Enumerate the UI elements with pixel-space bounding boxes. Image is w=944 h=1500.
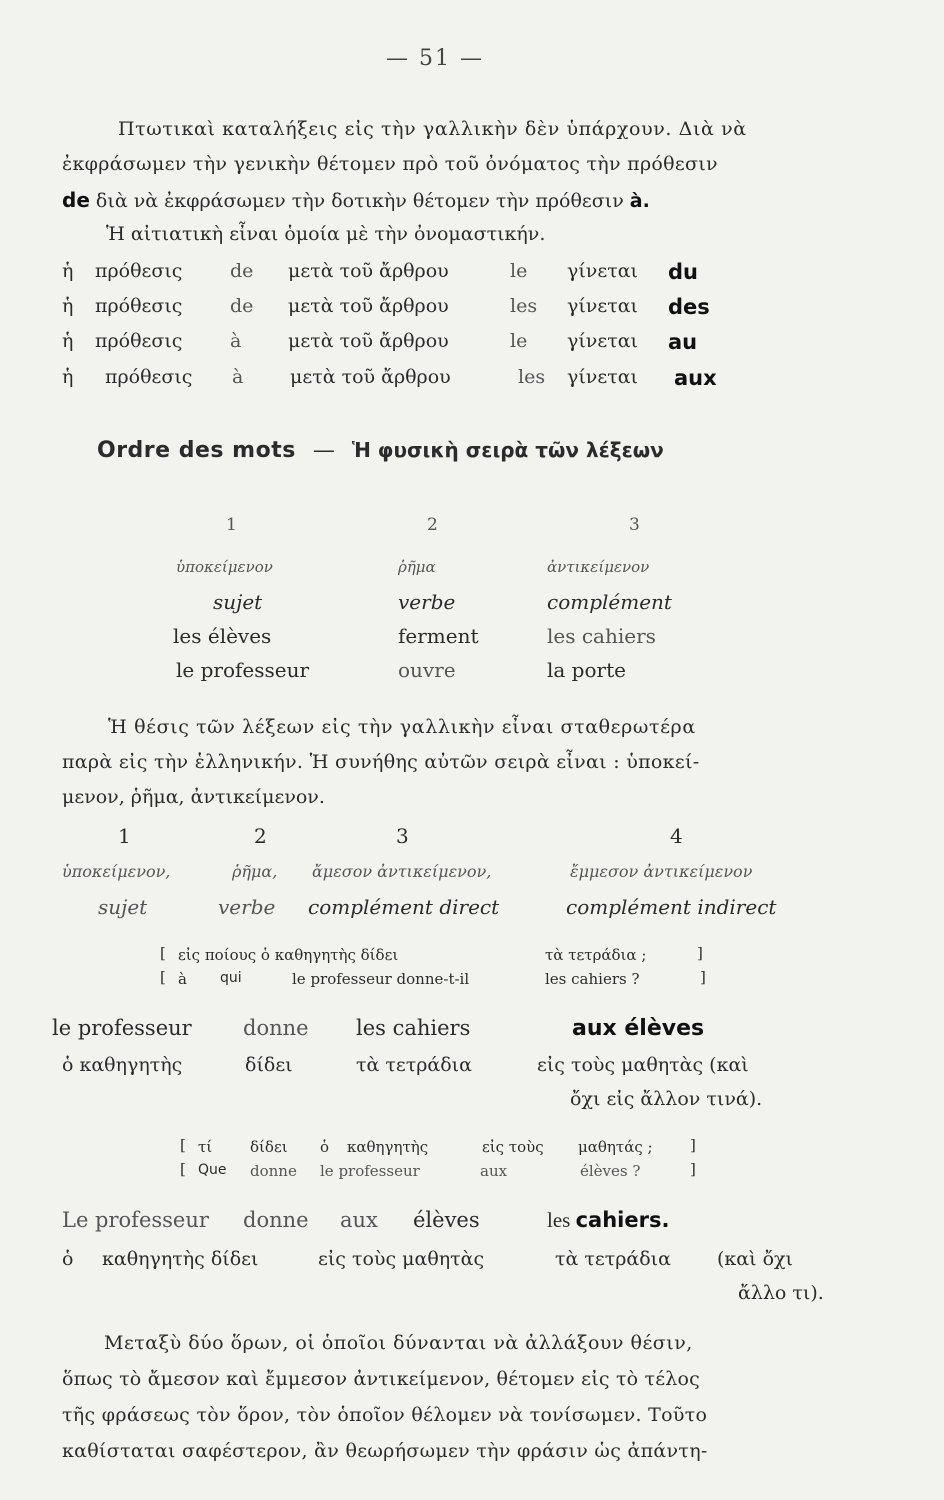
question-greek: τὰ τετράδια ; (545, 946, 647, 964)
column-french-label: verbe (218, 895, 276, 919)
column-greek-label: ῥῆμα (398, 558, 436, 576)
example-french: le professeur (52, 1016, 192, 1040)
column-greek-label: ῥῆμα, (232, 862, 278, 881)
column-number: 4 (670, 824, 683, 848)
question-greek: τί (198, 1138, 213, 1156)
intro-line-4: Ἡ αἰτιατικὴ εἶναι ὁμοία μὲ τὴν ὀνομαστικήν. (106, 223, 546, 245)
example-french: aux (340, 1208, 378, 1232)
example-french: donne (243, 1208, 309, 1232)
example-greek: εἰς τοὺς μαθητὰς (318, 1248, 485, 1270)
example-cell: ouvre (398, 658, 456, 682)
section-heading (97, 438, 664, 463)
contraction-article: ἡ (62, 330, 74, 352)
contraction-becomes: γίνεται (567, 330, 638, 352)
contraction-with: μετὰ τοῦ ἄρθρου (288, 330, 449, 352)
heading-dash: — (312, 438, 335, 463)
question-greek: δίδει (250, 1138, 288, 1156)
column-french-label: sujet (213, 590, 263, 614)
example-french: Le professeur (62, 1208, 209, 1232)
contraction-becomes: γίνεται (567, 260, 638, 282)
contraction-article: ἡ (62, 260, 74, 282)
column-french-label: verbe (398, 590, 456, 614)
intro-line-3 (62, 188, 650, 212)
question-greek: εἰς τοὺς (482, 1138, 544, 1156)
column-greek-label: ἄμεσον ἀντικείμενον, (312, 862, 492, 881)
example-greek: ὁ (62, 1248, 74, 1270)
para3-line-4: καθίσταται σαφέστερον, ἂν θεωρήσωμεν τὴν φράσιν ὡς ἀπάντη- (62, 1440, 708, 1462)
contraction-word: πρόθεσις (95, 295, 183, 317)
example-greek-cont: ἄλλο τι). (738, 1282, 824, 1304)
example-french: les (547, 1208, 576, 1232)
question-french: Que (198, 1162, 227, 1178)
example-greek: εἰς τοὺς μαθητὰς (καὶ (537, 1054, 749, 1076)
column-number: 1 (118, 824, 131, 848)
question-french: le professeur (320, 1162, 420, 1180)
question-french: aux (480, 1162, 508, 1180)
column-number: 3 (396, 824, 409, 848)
column-french-label: complément direct (308, 895, 500, 919)
example-cell: le professeur (176, 658, 310, 682)
column-greek-label: ἔμμεσον ἀντικείμενον (570, 862, 753, 881)
example-french: élèves (413, 1208, 480, 1232)
example-french: les cahiers (356, 1016, 471, 1040)
example-greek: δίδει (245, 1054, 293, 1076)
example-greek: τὰ τετράδια (555, 1248, 671, 1270)
example-cell: la porte (547, 658, 626, 682)
intro-line-1: Πτωτικαὶ καταλήξεις εἰς τὴν γαλλικὴν δὲν ὑπάρχουν. Διὰ νὰ (118, 118, 747, 140)
contraction-article: ἡ (62, 366, 74, 388)
prep-de: de (62, 188, 90, 212)
example-cell: les cahiers (547, 624, 656, 648)
contraction-prep: de (230, 295, 254, 317)
para3-line-2: ὅπως τὸ ἄμεσον καὶ ἔμμεσον ἀντικείμενον, θέτομεν εἰς τὸ τέλος (62, 1368, 701, 1390)
column-french-label: complément indirect (566, 895, 777, 919)
heading-greek: Ἡ φυσικὴ σειρὰ τῶν λέξεων (351, 438, 664, 462)
contraction-article-fr: les (510, 295, 538, 317)
contraction-article-fr: le (510, 330, 528, 352)
question-french: les cahiers ? (545, 970, 640, 988)
example-cell: les élèves (173, 624, 272, 648)
column-number: 2 (254, 824, 267, 848)
column-french-label: complément (547, 590, 672, 614)
question-french: donne (250, 1162, 297, 1180)
intro-line-3-text: διὰ νὰ ἐκφράσωμεν τὴν δοτικὴν θέτομεν τὴν πρόθεσιν (89, 190, 630, 212)
column-number: 1 (226, 515, 237, 535)
question-greek: μαθητάς ; (578, 1138, 653, 1156)
column-greek-label: ὑποκείμενον, (62, 862, 171, 881)
example-greek: καθηγητὴς δίδει (102, 1248, 259, 1270)
column-greek-label: ὑποκείμενον (176, 558, 273, 576)
example-greek: (καὶ ὄχι (717, 1248, 794, 1270)
contraction-becomes: γίνεται (567, 366, 638, 388)
page-number: — 51 — (386, 46, 484, 71)
heading-french: Ordre des mots (97, 438, 296, 463)
contraction-becomes: γίνεται (567, 295, 638, 317)
question-french: qui (220, 970, 242, 986)
question-greek: ὁ (320, 1138, 330, 1156)
example-french-emphasis: aux élèves (572, 1016, 705, 1041)
column-number: 2 (427, 515, 438, 535)
contraction-result: des (668, 295, 710, 319)
question-french: élèves ? (580, 1162, 641, 1180)
contraction-word: πρόθεσις (95, 330, 183, 352)
example-cell: ferment (398, 624, 479, 648)
contraction-with: μετὰ τοῦ ἄρθρου (288, 260, 449, 282)
intro-line-2: ἐκφράσωμεν τὴν γενικὴν θέτομεν πρὸ τοῦ ὀνόματος τὴν πρόθεσιν (62, 153, 718, 175)
contraction-result: du (668, 260, 698, 284)
question-french: à (178, 970, 187, 988)
contraction-word: πρόθεσις (105, 366, 193, 388)
prep-a: à. (629, 190, 650, 212)
para3-line-1: Μεταξὺ δύο ὅρων, οἱ ὁποῖοι δύνανται νὰ ἀλλάξουν θέσιν, (104, 1332, 693, 1354)
contraction-result: aux (674, 366, 717, 390)
contraction-with: μετὰ τοῦ ἄρθρου (290, 366, 451, 388)
example-greek-cont: ὄχι εἰς ἄλλον τινά). (570, 1088, 763, 1110)
para2-line-2: παρὰ εἰς τὴν ἑλληνικήν. Ἡ συνήθης αὐτῶν σειρὰ εἶναι : ὑποκεί- (62, 751, 700, 773)
question-greek: καθηγητὴς (347, 1138, 429, 1156)
contraction-with: μετὰ τοῦ ἄρθρου (288, 295, 449, 317)
para3-line-3: τῆς φράσεως τὸν ὅρον, τὸν ὁποῖον θέλομεν νὰ τονίσωμεν. Τοῦτο (62, 1404, 708, 1426)
example-greek: ὁ καθηγητὴς (62, 1054, 183, 1076)
contraction-article: ἡ (62, 295, 74, 317)
example-french-bold: cahiers. (575, 1208, 670, 1232)
contraction-prep: à (232, 366, 244, 388)
column-number: 3 (629, 515, 640, 535)
example-french-emphasis (547, 1208, 669, 1233)
example-greek: τὰ τετράδια (356, 1054, 472, 1076)
contraction-word: πρόθεσις (95, 260, 183, 282)
column-greek-label: ἀντικείμενον (547, 558, 650, 576)
question-french: le professeur donne-t-il (292, 970, 470, 988)
para2-line-1: Ἡ θέσις τῶν λέξεων εἰς τὴν γαλλικὴν εἶναι σταθερωτέρα (108, 716, 696, 738)
contraction-prep: à (230, 330, 242, 352)
contraction-article-fr: les (518, 366, 546, 388)
contraction-article-fr: le (510, 260, 528, 282)
book-page: — 51 — Πτωτικαὶ καταλήξεις εἰς τὴν γαλλικὴν δὲν ὑπάρχουν. Διὰ νὰ ἐκφράσωμεν τὴν γενικὴν θέτομεν πρὸ τοῦ ὀνόματος τὴν πρόθεσιν de διὰ νὰ ἐκφράσωμεν τὴν δοτικὴν θέτομεν τὴν πρόθεσιν à. Ἡ αἰτιατικὴ εἶναι ὁμοία μὲ τὴν ὀνομαστικήν. ἡ πρόθεσις de μετὰ τοῦ ἄρθρου le γίνεται du ἡ πρόθεσις de μετὰ τοῦ ἄρθρου les γίνεται des ἡ πρόθεσις à μετὰ τοῦ ἄρθρου le γίνεται au ἡ πρόθεσις à μετὰ τοῦ ἄρθρου les γίνεται aux Ordre des mots — Ἡ φυσικὴ σειρὰ τῶν λέξεων 1 2 3 ὑποκείμενον ῥῆμα ἀντικείμενον sujet verbe complément les élèves ferment les cahiers le professeur ouvre la porte Ἡ θέσις τῶν λέξεων εἰς τὴν γαλλικὴν εἶναι σταθερωτέρα παρὰ εἰς τὴν ἑλληνικήν. Ἡ συνήθης αὐτῶν σειρὰ εἶναι : ὑποκεί- μενον, ῥῆμα, ἀντικείμενον. 1 2 3 4 ὑποκείμενον, ῥῆμα, ἄμεσον ἀντικείμενον, ἔμμεσον ἀντικείμενον sujet verbe complément direct complément indirect [ εἰς ποίους ὁ καθηγητὴς δίδει τὰ τετράδια ; ] [ à qui le professeur donne-t-il les cahiers ? ] le professeur donne les cahiers aux élèves ὁ καθηγητὴς δίδει τὰ τετράδια εἰς τοὺς μαθητὰς (καὶ ὄχι εἰς ἄλλον τινά). [ τί δίδει ὁ καθηγητὴς εἰς τοὺς μαθητάς ; ] [ Que donne le professeur aux élèves ? ] Le professeur donne aux élèves les cahiers. ὁ καθηγητὴς δίδει εἰς τοὺς μαθητὰς τὰ τετράδια (καὶ ὄχι ἄλλο τι). Μεταξὺ δύο ὅρων, οἱ ὁποῖοι δύνανται νὰ ἀλλάξουν θέσιν, ὅπως τὸ ἄμεσον καὶ ἔμμεσον ἀντικείμενον, θέτομεν εἰς τὸ τέλος τῆς φράσεως τὸν ὅρον, τὸν ὁποῖον θέλομεν νὰ τονίσωμεν. Τοῦτο καθίσταται σαφέστερον, ἂν θεωρήσωμεν τὴν φράσιν ὡς ἀπάντη- (0, 0, 944, 1500)
contraction-result: au (668, 330, 698, 354)
example-french: donne (243, 1016, 309, 1040)
column-french-label: sujet (98, 895, 148, 919)
para2-line-3: μενον, ῥῆμα, ἀντικείμενον. (62, 786, 325, 808)
contraction-prep: de (230, 260, 254, 282)
question-greek: εἰς ποίους ὁ καθηγητὴς δίδει (178, 946, 399, 964)
